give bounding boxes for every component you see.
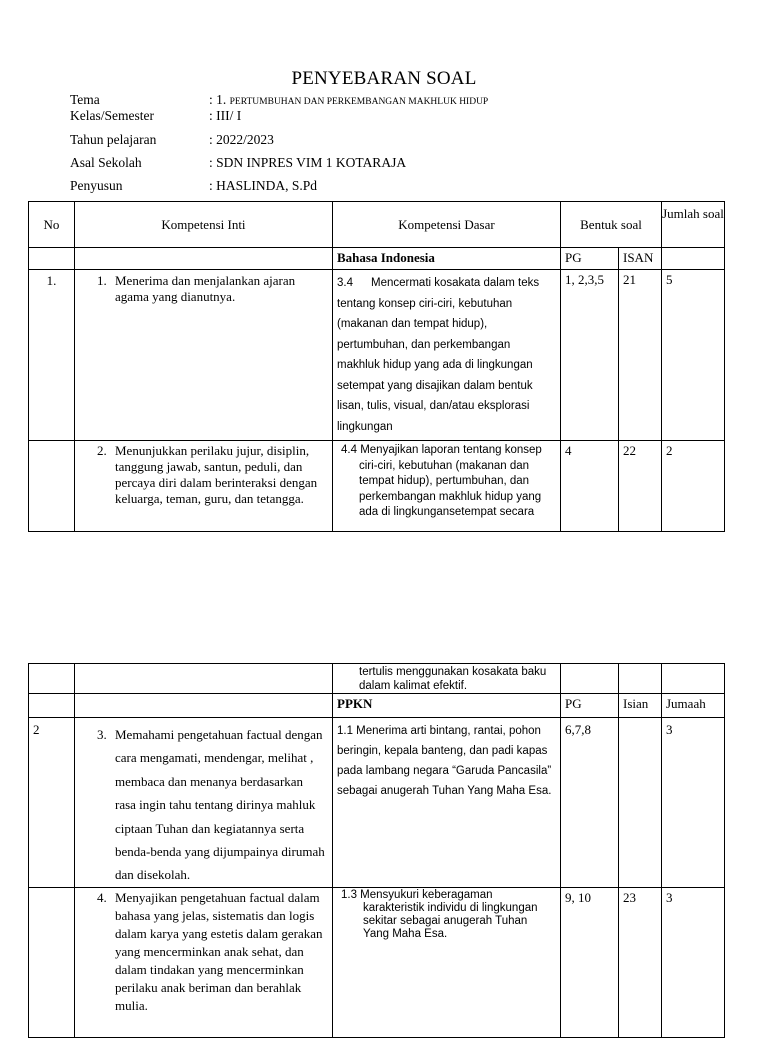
ki-text: Menerima dan menjalankan ajaran agama yang dianutnya. <box>115 273 296 304</box>
subject-empty-ki <box>75 694 333 718</box>
row-isian <box>619 718 662 888</box>
kd-number: 3.4 <box>337 277 353 289</box>
sub-header-isian: ISAN <box>619 248 662 270</box>
meta-value-sekolah: : SDN INPRES VIM 1 KOTARAJA <box>209 155 407 170</box>
meta-label-penyusun: Penyusun <box>70 178 123 193</box>
meta-label-kelas: Kelas/Semester <box>70 108 154 123</box>
row-pg: 6,7,8 <box>561 718 619 888</box>
kd-text: Mencermati kosakata dalam teks tentang konsep ciri-ciri, kebutuhan (makanan dan tempat hidup), pertumbuhan, dan perkembangan makhluk hidup yang ada di lingkungan setempat yang disajikan dalam bentuk lisan, tulis, visual, dan/atau eksplorasi lingkungan <box>337 277 540 433</box>
row-kompetensi-inti <box>75 718 333 888</box>
ki-number: 3. <box>97 727 107 742</box>
row-isian: 23 <box>619 887 662 1037</box>
row-kompetensi-dasar <box>333 441 561 532</box>
subject-empty-ki <box>75 248 333 270</box>
sub-header-jumlah <box>662 248 725 270</box>
row-kompetensi-inti <box>75 270 333 441</box>
cont-empty-no <box>29 664 75 694</box>
ki-text: Memahami pengetahuan factual dengan cara mengamati, mendengar, melihat , membaca dan menanya berdasarkan rasa ingin tahu tentang dirinya mahluk ciptaan Tuhan dan kegiatannya serta benda-benda yang dijumpainya dirumah dan disekolah. <box>115 727 325 883</box>
table-row <box>29 718 725 888</box>
header-no: No <box>29 202 75 248</box>
header-bentuk-soal: Bentuk soal <box>561 202 662 248</box>
row-kompetensi-inti <box>75 887 333 1037</box>
row-kompetensi-dasar <box>333 270 561 441</box>
meta-theme-name: PERTUMBUHAN DAN PERKEMBANGAN MAKHLUK HIDUP <box>229 97 489 107</box>
distribution-table-2 <box>28 663 725 1038</box>
distribution-table-1 <box>28 201 725 532</box>
meta-label-tema: Tema <box>70 92 100 107</box>
meta-value-kelas: : III/ I <box>209 108 242 123</box>
table-header-row <box>29 202 725 248</box>
row-jumlah: 3 <box>662 718 725 888</box>
subject-row <box>29 694 725 718</box>
continued-kd-text: tertulis menggunakan kosakata baku dalam kalimat efektif. <box>333 664 561 694</box>
row-isian: 22 <box>619 441 662 532</box>
row-no: 2 <box>29 718 75 888</box>
row-jumlah: 3 <box>662 887 725 1037</box>
row-kompetensi-dasar: 1.1 Menerima arti bintang, rantai, pohon beringin, kepala banteng, dan padi kapas pada lambang negara “Garuda Pancasila” sebagai anugerah Tuhan Yang Maha Esa. <box>333 718 561 888</box>
cont-empty-isian <box>619 664 662 694</box>
row-pg: 1, 2,3,5 <box>561 270 619 441</box>
sub-header-pg: PG <box>561 248 619 270</box>
header-kompetensi-dasar: Kompetensi Dasar <box>333 202 561 248</box>
table-row <box>29 887 725 1037</box>
ki-number: 1. <box>97 273 107 288</box>
subject-empty-no <box>29 248 75 270</box>
table-row <box>29 441 725 532</box>
row-no: 1. <box>29 270 75 441</box>
ki-number: 4. <box>97 889 107 905</box>
meta-value-penyusun: : HASLINDA, S.Pd <box>209 178 318 193</box>
row-no <box>29 441 75 532</box>
row-kompetensi-dasar <box>333 887 561 1037</box>
header-jumlah-soal: Jumlah soal <box>662 202 725 248</box>
subject-name: PPKN <box>333 694 561 718</box>
kd-number: 4.4 <box>341 444 357 456</box>
sub-header-isian: Isian <box>619 694 662 718</box>
meta-label-tahun: Tahun pelajaran <box>70 132 157 147</box>
row-pg: 4 <box>561 441 619 532</box>
document-title: PENYEBARAN SOAL <box>291 68 477 89</box>
kd-text: 1.3 Mensyukuri keberagaman karakteristik individu di lingkungan sekitar sebagai anugerah Tuhan Yang Maha Esa. <box>341 888 538 940</box>
row-jumlah: 2 <box>662 441 725 532</box>
subject-name: Bahasa Indonesia <box>333 248 561 270</box>
table-row <box>29 270 725 441</box>
row-jumlah: 5 <box>662 270 725 441</box>
sub-header-pg: PG <box>561 694 619 718</box>
row-pg: 9, 10 <box>561 887 619 1037</box>
kd-text: Menyajikan laporan tentang konsep ciri-ciri, kebutuhan (makanan dan tempat hidup), pertumbuhan, dan perkembangan makhluk hidup yang ada di lingkungansetempat secara <box>359 444 542 518</box>
subject-row <box>29 248 725 270</box>
ki-number: 2. <box>97 443 107 458</box>
cont-empty-ki <box>75 664 333 694</box>
subject-empty-no <box>29 694 75 718</box>
cont-empty-jumlah <box>662 664 725 694</box>
row-no <box>29 887 75 1037</box>
meta-value-tahun: : 2022/2023 <box>209 132 274 147</box>
row-kompetensi-inti <box>75 441 333 532</box>
row-isian: 21 <box>619 270 662 441</box>
meta-value-tema <box>209 92 488 108</box>
header-kompetensi-inti: Kompetensi Inti <box>75 202 333 248</box>
meta-prefix-tema: : 1. <box>209 92 230 107</box>
meta-label-sekolah: Asal Sekolah <box>70 155 142 170</box>
sub-header-jumlah: Jumaah <box>662 694 725 718</box>
ki-text: Menyajikan pengetahuan factual dalam bahasa yang jelas, sistematis dan logis dalam karya yang estetis dalam gerakan yang mencerminkan anak sehat, dan dalam tindakan yang mencerminkan perilaku anak beriman dan berahlak mulia. <box>115 889 323 1013</box>
cont-empty-pg <box>561 664 619 694</box>
continuation-row <box>29 664 725 694</box>
ki-text: Menunjukkan perilaku jujur, disiplin, tanggung jawab, santun, peduli, dan percaya diri dalam berinteraksi dengan keluarga, teman, guru, dan tetangga. <box>115 443 318 506</box>
